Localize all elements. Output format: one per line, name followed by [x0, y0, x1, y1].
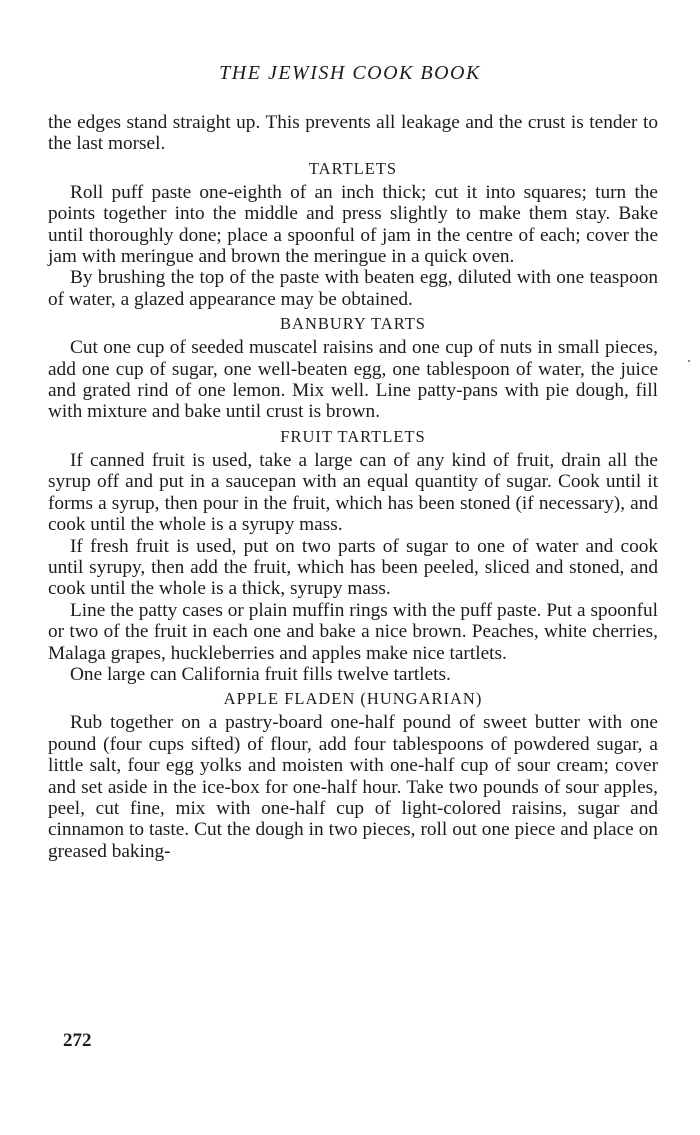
fruit-paragraph-1: If canned fruit is used, take a large can of any kind of fruit, drain all the syrup off and put in a saucepan with an equal quantity of sugar. Cook until it forms a syrup, then pour in the fruit, which has been stoned (if necessary), and cook until the whole is a syrupy mass.: [48, 449, 658, 536]
page-body: [48, 112, 658, 862]
fladen-paragraph-1: Rub together on a pastry-board one-half pound of sweet butter with one pound (four cups sifted) of flour, add four tablespoons of powdered sugar, a little salt, four egg yolks and moisten with one-half cup of sour cream; cover and set aside in the ice-box for one-half hour. Take two pounds of sour apples, peel, cut fine, mix with one-half cup of light-colored raisins, sugar and cinnamon to taste. Cut the dough in two pieces, roll out one piece and place on greased baking-: [48, 712, 658, 862]
section-heading-banbury-tarts: BANBURY TARTS: [280, 314, 426, 334]
tartlets-paragraph-2: By brushing the top of the paste with beaten egg, diluted with one teaspoon of water, a glazed appearance may be obtained.: [48, 267, 658, 310]
fruit-paragraph-4: One large can California fruit fills twelve tartlets.: [70, 663, 451, 685]
banbury-paragraph-1: Cut one cup of seeded muscatel raisins and one cup of nuts in small pieces, add one cup of sugar, one well-beaten egg, one tablespoon of water, the juice and grated rind of one lemon. Mix well. Line patty-pans with pie dough, fill with mixture and bake until crust is brown.: [48, 337, 658, 423]
scan-speck: [688, 360, 690, 362]
section-heading-fruit-tartlets: FRUIT TARTLETS: [280, 426, 426, 446]
running-head: THE JEWISH COOK BOOK: [219, 62, 481, 84]
fruit-paragraph-3: Line the patty cases or plain muffin rings with the puff paste. Put a spoonful or two of the fruit in each one and bake a nice brown. Peaches, white cherries, Malaga grapes, huckleberries and apples make nice tartlets.: [48, 599, 658, 664]
page-number: 272: [63, 1030, 92, 1051]
continuation-paragraph: the edges stand straight up. This prevents all leakage and the crust is tender to the last morsel.: [48, 112, 658, 155]
section-heading-tartlets: TARTLETS: [308, 158, 398, 178]
tartlets-paragraph-1: Roll puff paste one-eighth of an inch thick; cut it into squares; turn the points together into the middle and press slightly to make them stay. Bake until thoroughly done; place a spoonful of jam in the centre of each; cover the jam with meringue and brown the meringue in a quick oven.: [48, 181, 658, 268]
fruit-paragraph-2: If fresh fruit is used, put on two parts of sugar to one of water and cook until syrupy, then add the fruit, which has been peeled, sliced and stoned, and cook until the whole is a thick, syrupy mass.: [48, 535, 658, 600]
section-heading-apple-fladen: APPLE FLADEN (HUNGARIAN): [223, 689, 483, 709]
